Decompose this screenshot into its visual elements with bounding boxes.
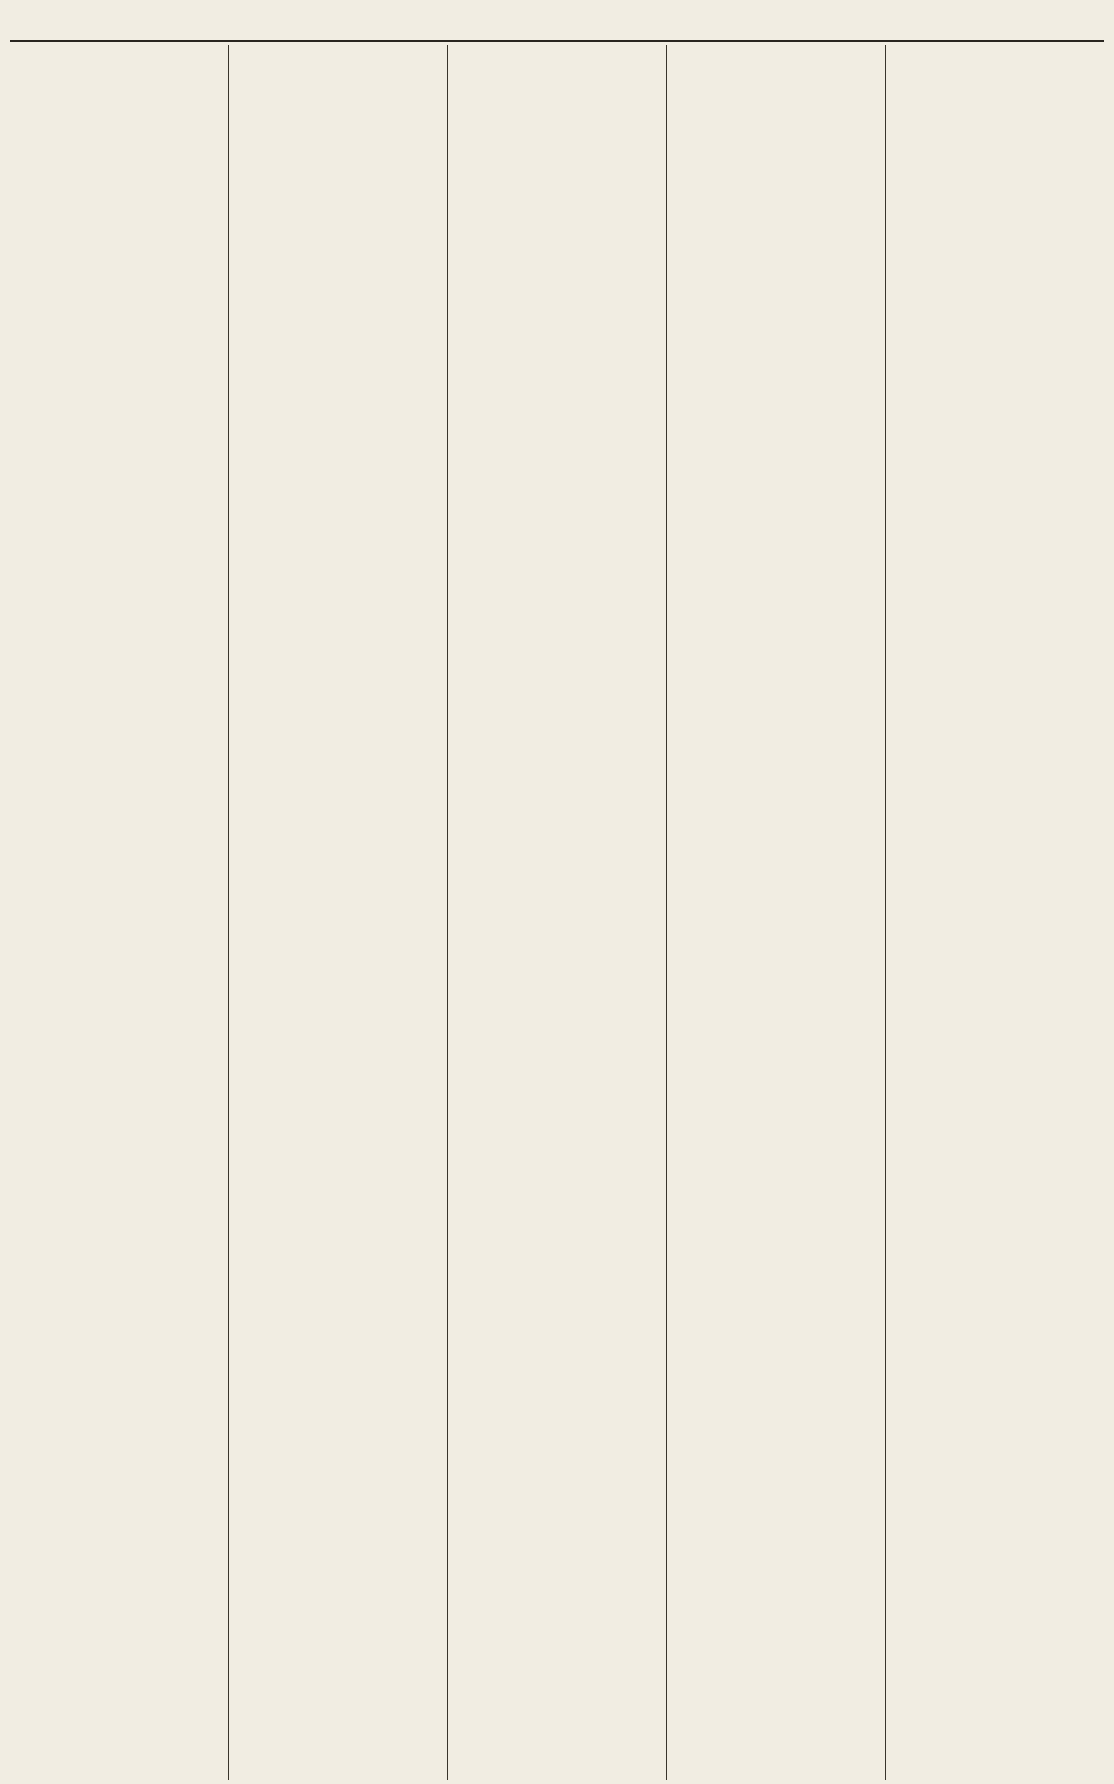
column-2 bbox=[229, 45, 448, 1780]
masthead bbox=[10, 8, 1104, 42]
column-4 bbox=[667, 45, 886, 1780]
column-5 bbox=[886, 45, 1104, 1780]
column-1 bbox=[10, 45, 229, 1780]
column-3 bbox=[448, 45, 667, 1780]
columns bbox=[10, 45, 1104, 1780]
